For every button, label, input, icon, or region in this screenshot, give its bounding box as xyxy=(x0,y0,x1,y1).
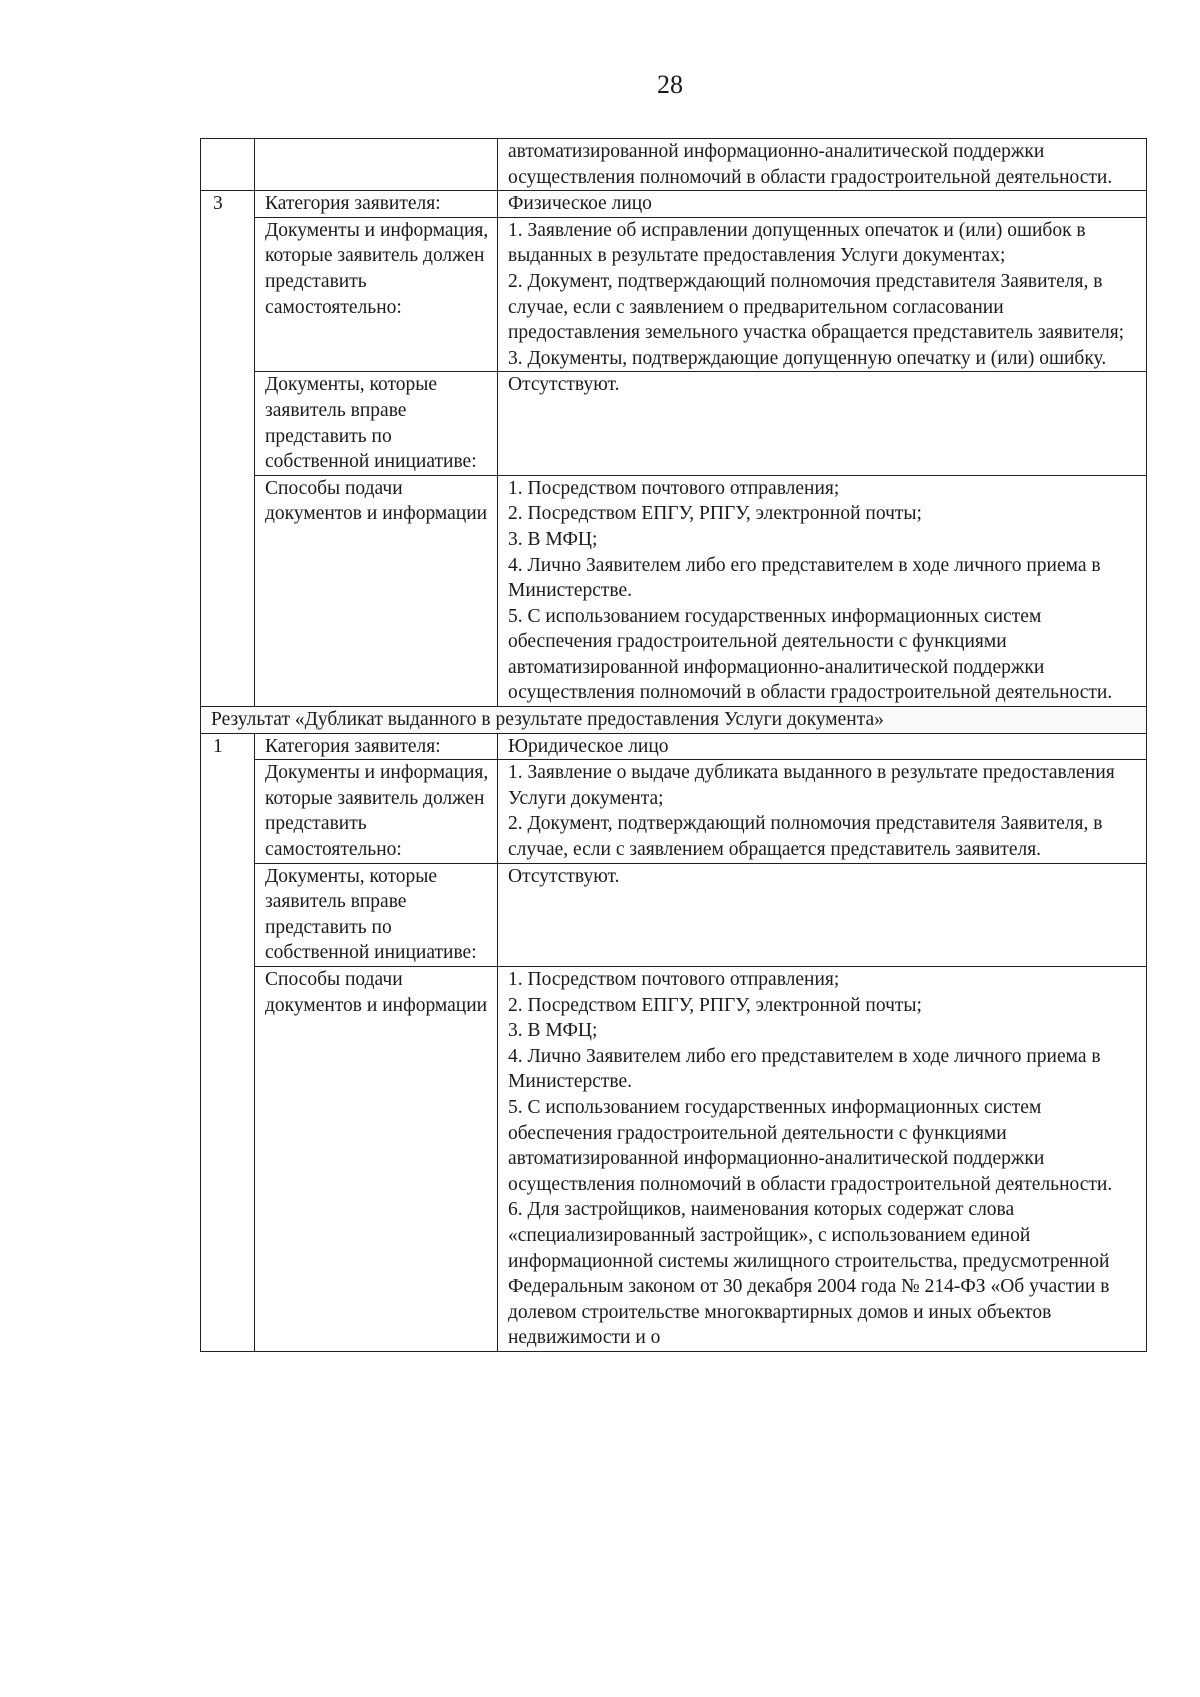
required-docs-row xyxy=(201,760,1147,863)
optional-docs-row xyxy=(201,863,1147,966)
list-item: 2. Документ, подтверждающий полномочия представителя Заявителя, в случае, если с заявлением обращается представитель заявителя. xyxy=(508,813,1103,861)
submission-methods-row xyxy=(201,967,1147,1352)
list-item: 3. Документы, подтверждающие допущенную опечатку и (или) ошибку. xyxy=(508,347,1107,369)
required-docs-list xyxy=(498,217,1147,372)
continued-row xyxy=(201,139,1147,191)
submission-methods-row xyxy=(201,475,1147,706)
list-item: 2. Посредством ЕПГУ, РПГУ, электронной почты; xyxy=(508,503,922,525)
submission-methods-label: Способы подачи документов и информации xyxy=(255,967,498,1352)
list-item: 5. С использованием государственных информационных систем обеспечения градостроительной деятельности с функциями автоматизированной информационно-аналитической поддержки осуществления полномочий в области градостроительной деятельности. xyxy=(508,1096,1113,1195)
category-row xyxy=(201,191,1147,218)
section-header-row xyxy=(201,707,1147,734)
row-number: 1 xyxy=(201,733,255,1351)
requirements-table xyxy=(200,138,1147,1352)
list-item: 1. Заявление о выдаче дубликата выданного в результате предоставления Услуги документа; xyxy=(508,762,1115,809)
list-item: 1. Заявление об исправлении допущенных опечаток и (или) ошибок в выданных в результате предоставления Услуги документах; xyxy=(508,219,1086,267)
category-label: Категория заявителя: xyxy=(255,191,498,218)
optional-docs-value: Отсутствуют. xyxy=(498,863,1147,966)
optional-docs-value: Отсутствуют. xyxy=(498,372,1147,475)
page-number: 28 xyxy=(657,70,683,99)
list-item: 5. С использованием государственных информационных систем обеспечения градостроительной деятельности с функциями автоматизированной информационно-аналитической поддержки осуществления полномочий в области градостроительной деятельности. xyxy=(508,605,1113,704)
section-header: Результат «Дубликат выданного в результате предоставления Услуги документа» xyxy=(201,707,1147,734)
row-number: 3 xyxy=(201,191,255,707)
category-row xyxy=(201,733,1147,760)
required-docs-label: Документы и информация, которые заявитель должен представить самостоятельно: xyxy=(255,217,498,372)
list-item: 2. Посредством ЕПГУ, РПГУ, электронной почты; xyxy=(508,994,922,1016)
list-item: 2. Документ, подтверждающий полномочия представителя Заявителя, в случае, если с заявлением о предварительном согласовании предоставления земельного участка обращается представитель заявителя; xyxy=(508,270,1125,344)
list-item: 4. Лично Заявителем либо его представителем в ходе личного приема в Министерстве. xyxy=(508,554,1101,602)
submission-methods-label: Способы подачи документов и информации xyxy=(255,475,498,706)
row-number xyxy=(201,139,255,191)
category-value: Юридическое лицо xyxy=(498,733,1147,760)
row-value: автоматизированной информационно-аналитической поддержки осуществления полномочий в области градостроительной деятельности. xyxy=(498,139,1147,191)
category-label: Категория заявителя: xyxy=(255,733,498,760)
list-item: 6. Для застройщиков, наименования которых содержат слова «специализированный застройщик», с использованием единой информационной системы жилищного строительства, предусмотренной Федеральным законом от 30 декабря 2004 года № 214-ФЗ «Об участии в долевом строительстве многоквартирных домов и иных объектов недвижимости и о xyxy=(508,1199,1110,1349)
list-item: 4. Лично Заявителем либо его представителем в ходе личного приема в Министерстве. xyxy=(508,1045,1101,1093)
submission-methods-list xyxy=(498,967,1147,1352)
required-docs-label: Документы и информация, которые заявитель должен представить самостоятельно: xyxy=(255,760,498,863)
list-item: 3. В МФЦ; xyxy=(508,528,598,550)
required-docs-list xyxy=(498,760,1147,863)
required-docs-row xyxy=(201,217,1147,372)
category-value: Физическое лицо xyxy=(498,191,1147,218)
submission-methods-list xyxy=(498,475,1147,706)
optional-docs-label: Документы, которые заявитель вправе представить по собственной инициативе: xyxy=(255,863,498,966)
optional-docs-row xyxy=(201,372,1147,475)
row-label xyxy=(255,139,498,191)
list-item: 1. Посредством почтового отправления; xyxy=(508,477,840,499)
list-item: 3. В МФЦ; xyxy=(508,1020,598,1042)
list-item: 1. Посредством почтового отправления; xyxy=(508,969,840,990)
optional-docs-label: Документы, которые заявитель вправе представить по собственной инициативе: xyxy=(255,372,498,475)
